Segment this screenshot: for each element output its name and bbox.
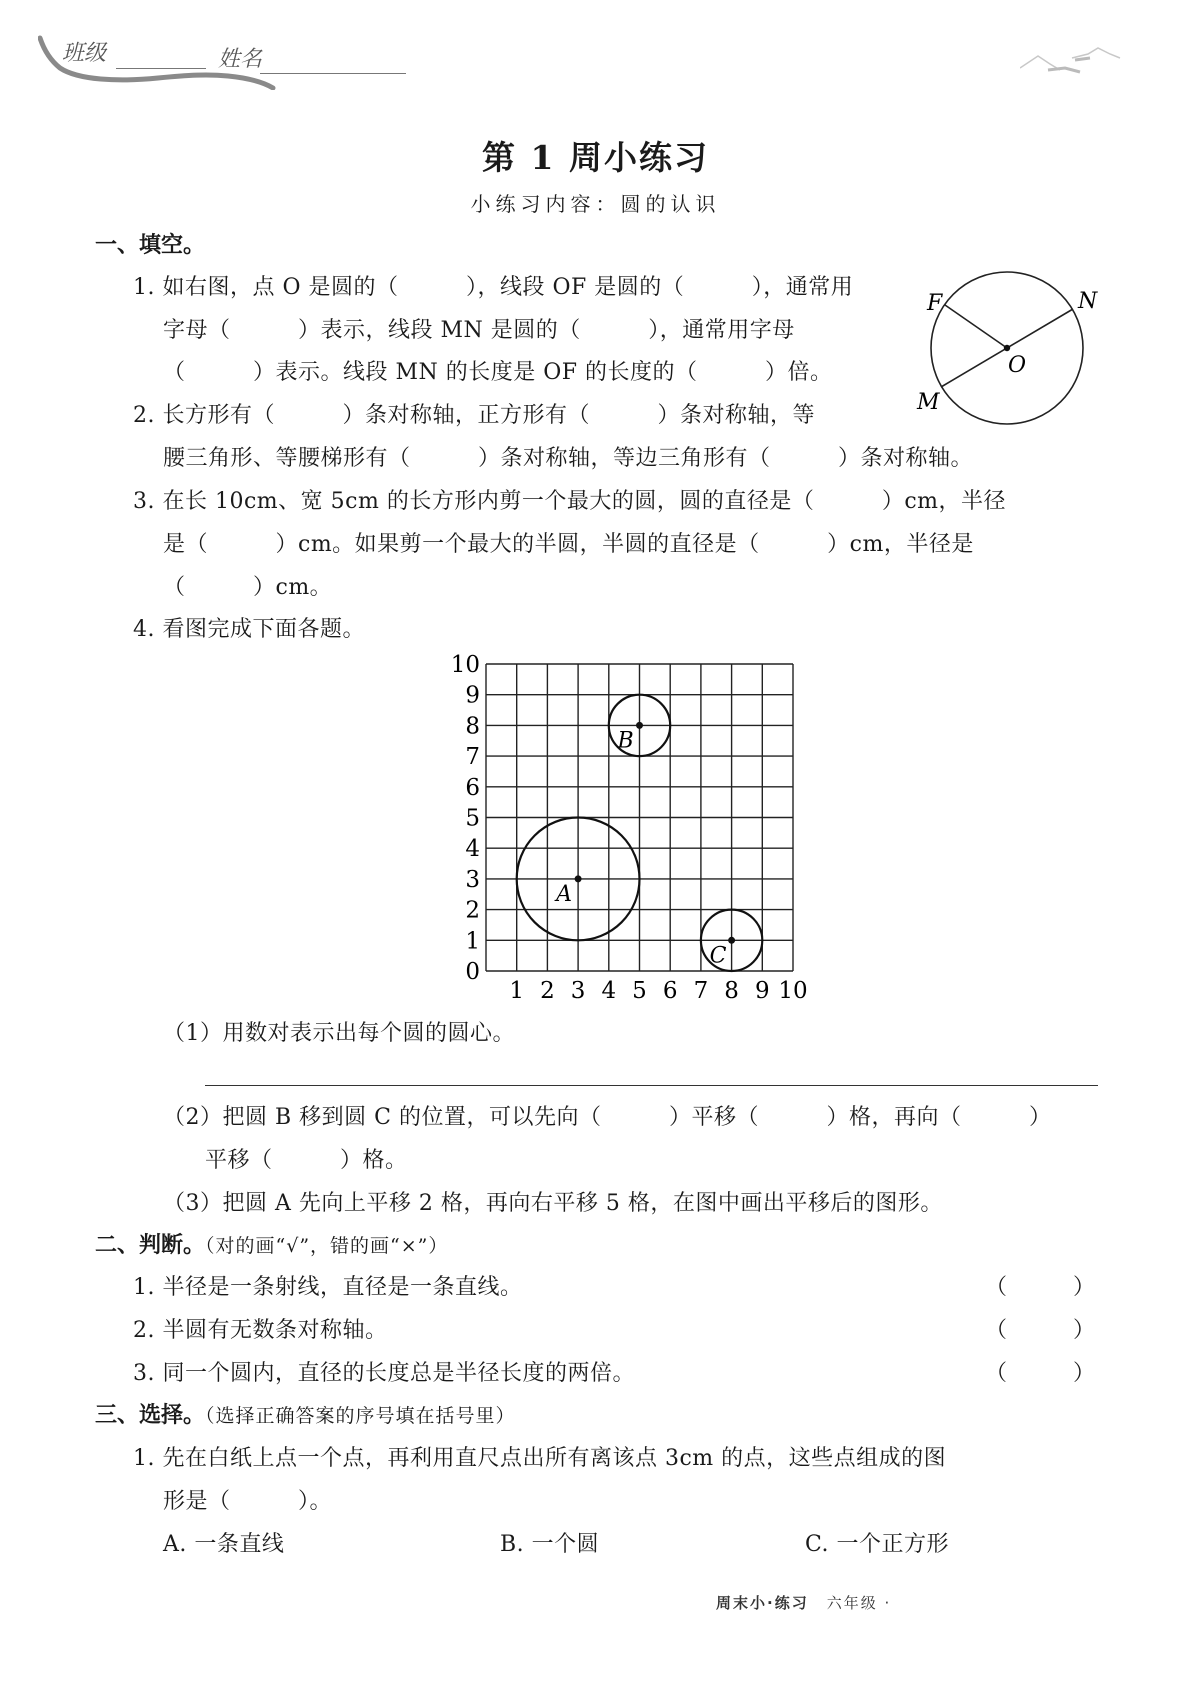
label-F: F [927, 291, 943, 316]
x-tick-label: 7 [693, 978, 709, 1004]
q2-line2: 腰三角形、等腰梯形有（ ）条对称轴，等边三角形有（ ）条对称轴。 [163, 446, 974, 471]
y-tick-label: 3 [465, 866, 480, 893]
page-title: 第 1 周小练习 [482, 138, 709, 177]
footer-grade: 六年级 · [826, 1594, 892, 1612]
class-label: 班级 [62, 41, 107, 66]
section-2-heading: 二、判断。 [95, 1233, 206, 1258]
q3-line2: 是（ ）cm。如果剪一个最大的半圆，半圆的直径是（ ）cm，半径是 [163, 532, 974, 557]
label-M: M [917, 390, 940, 415]
choice-q1-line2: 形是（ ）。 [163, 1489, 333, 1514]
y-tick-label: 6 [465, 774, 480, 801]
q4-sub1: （1）用数对表示出每个圆的圆心。 [163, 1021, 515, 1046]
q4-sub2-line1: （2）把圆 B 移到圆 C 的位置，可以先向（ ）平移（ ）格，再向（ ） [163, 1105, 1052, 1130]
section-2-note: （对的画“√”，错的画“×”） [205, 1235, 449, 1257]
y-tick-label: 9 [465, 682, 480, 709]
footer-series: 周末小·练习 [716, 1594, 809, 1612]
y-tick-label: 8 [465, 713, 480, 740]
center-point [728, 937, 735, 944]
x-tick-label: 2 [540, 978, 555, 1004]
judge-answer-2[interactable]: （ ） [985, 1318, 1096, 1343]
y-tick-label: 4 [465, 836, 480, 863]
section-3-note: （选择正确答案的序号填在括号里） [205, 1405, 516, 1427]
y-tick-label: 1 [465, 928, 480, 955]
x-tick-label: 3 [570, 978, 586, 1004]
y-tick-label: 0 [465, 959, 480, 985]
q4-sub3: （3）把圆 A 先向上平移 2 格，再向右平移 5 格，在图中画出平移后的图形。 [163, 1191, 943, 1216]
center-point [636, 722, 643, 729]
q2-line1: 2. 长方形有（ ）条对称轴，正方形有（ ）条对称轴，等 [133, 403, 815, 428]
circle-label-A: A [556, 881, 572, 907]
label-N: N [1078, 289, 1098, 314]
circle-label-C: C [709, 943, 727, 969]
judge-item-2: 2. 半圆有无数条对称轴。 [133, 1318, 388, 1343]
x-tick-label: 1 [509, 978, 525, 1004]
header-class-name-area [38, 30, 408, 90]
section-1-heading: 一、填空。 [95, 233, 206, 258]
q1-line1: 1. 如右图，点 O 是圆的（ ），线段 OF 是圆的（ ），通常用 [133, 275, 854, 300]
judge-answer-3[interactable]: （ ） [985, 1361, 1096, 1386]
judge-answer-1[interactable]: （ ） [985, 1275, 1096, 1300]
judge-item-1: 1. 半径是一条射线，直径是一条直线。 [133, 1275, 523, 1300]
q1-line3: （ ）表示。线段 MN 的长度是 OF 的长度的（ ）倍。 [163, 360, 833, 385]
page-subtitle: 小练习内容：圆的认识 [470, 192, 721, 216]
x-tick-label: 9 [754, 978, 770, 1004]
x-tick-label: 4 [601, 978, 617, 1004]
q1-line2: 字母（ ）表示，线段 MN 是圆的（ ），通常用字母 [163, 318, 795, 343]
choice-option-c[interactable]: C. 一个正方形 [805, 1532, 950, 1557]
q3-line1: 3. 在长 10cm、宽 5cm 的长方形内剪一个最大的圆，圆的直径是（ ）cm，半径 [133, 489, 1007, 514]
label-O: O [1008, 353, 1027, 378]
circle-diagram [910, 262, 1100, 442]
name-label: 姓名 [218, 47, 263, 72]
mountain-decoration-icon [1020, 40, 1130, 85]
y-tick-label: 5 [465, 805, 480, 832]
page-footer [716, 1592, 909, 1613]
answer-line[interactable] [205, 1085, 1098, 1086]
y-tick-label: 10 [450, 652, 480, 678]
section-2-heading-row [95, 1228, 448, 1259]
section-3-heading: 三、选择。 [95, 1403, 206, 1428]
q4-line1: 4. 看图完成下面各题。 [133, 617, 365, 642]
choice-q1-line1: 1. 先在白纸上点一个点，再利用直尺点出所有离该点 3cm 的点，这些点组成的图 [133, 1446, 947, 1471]
section-3-heading-row [95, 1398, 516, 1429]
judge-item-3: 3. 同一个圆内，直径的长度总是半径长度的两倍。 [133, 1361, 635, 1386]
center-point [575, 875, 582, 882]
x-tick-label: 8 [724, 978, 739, 1004]
choice-option-a[interactable]: A. 一条直线 [163, 1532, 285, 1557]
class-field[interactable] [116, 68, 206, 69]
circle-label-B: B [617, 728, 634, 754]
name-field[interactable] [260, 73, 406, 74]
x-tick-label: 5 [632, 978, 647, 1004]
y-tick-label: 7 [465, 744, 480, 771]
q3-line3: （ ）cm。 [163, 575, 333, 600]
x-tick-label: 6 [662, 978, 678, 1004]
q4-sub2-line2: 平移（ ）格。 [205, 1148, 408, 1173]
coordinate-grid [440, 645, 820, 1010]
x-tick-label: 10 [778, 978, 808, 1004]
choice-option-b[interactable]: B. 一个圆 [500, 1532, 600, 1557]
y-tick-label: 2 [465, 897, 480, 924]
